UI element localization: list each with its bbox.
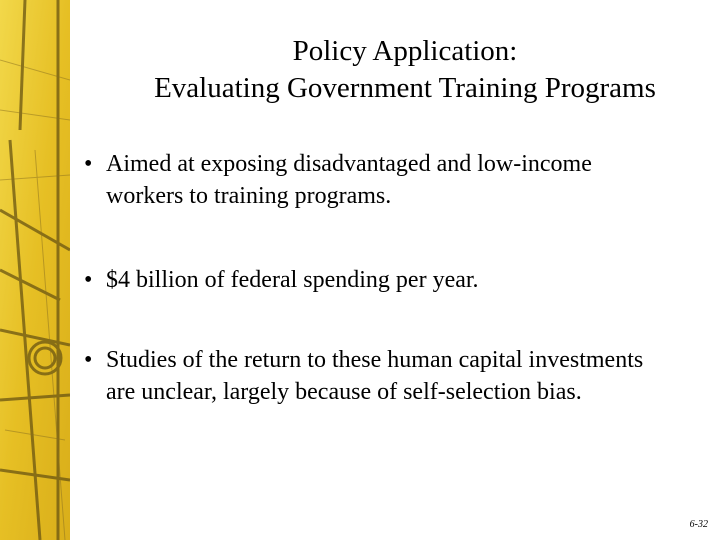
bullet-item [84,344,674,408]
page-number: 6-32 [689,519,708,530]
bullet-text: Studies of the return to these human capital investments are unclear, largely because of self-selection bias. [106,347,644,405]
slide-title-line-1: Policy Application: [292,35,518,67]
blueprint-decoration [0,0,70,540]
bullet-item [84,148,674,212]
bullet-icon: • [84,151,93,177]
bullet-icon: • [84,347,93,373]
slide-title-line-2: Evaluating Government Training Programs [154,72,656,104]
bullet-text: $4 billion of federal spending per year. [106,267,479,293]
bullet-icon: • [84,267,93,293]
bullet-item [84,264,674,296]
slide-title [90,33,720,107]
bullet-text: Aimed at exposing disadvantaged and low-income workers to training programs. [106,151,592,209]
